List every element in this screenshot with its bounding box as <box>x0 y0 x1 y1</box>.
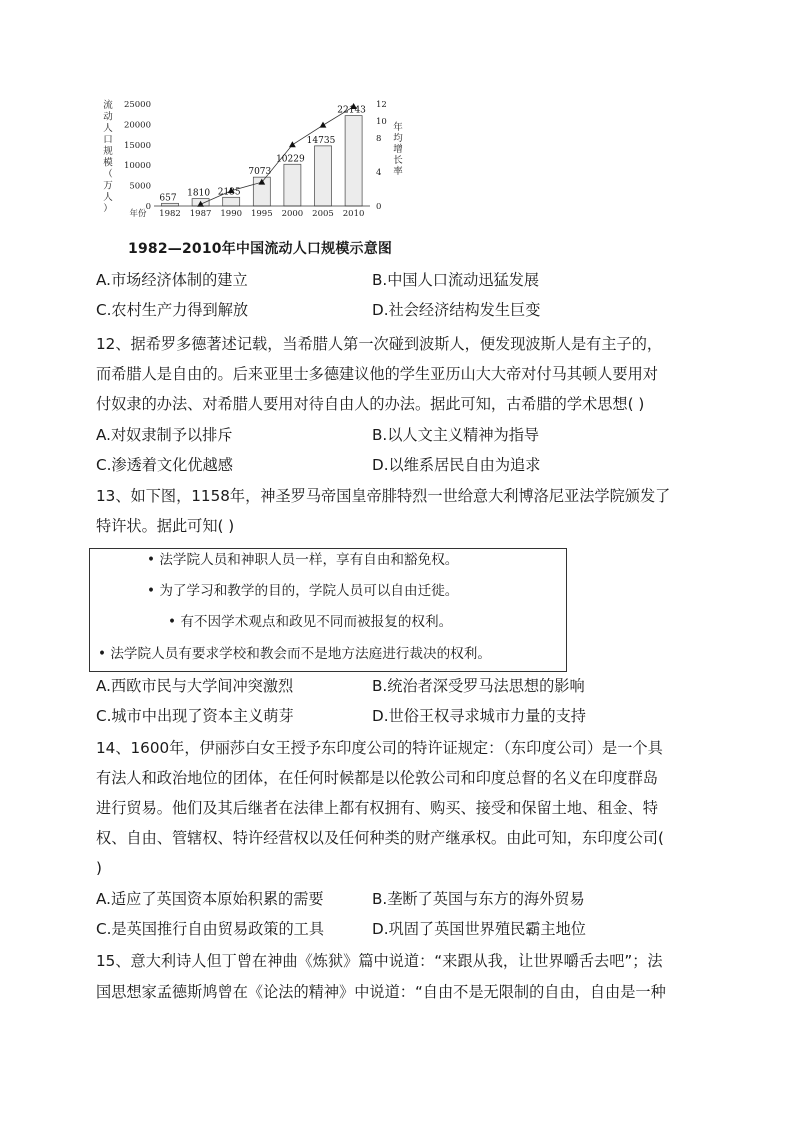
y2-tick-label: 10 <box>376 117 387 127</box>
q14-option-c[interactable]: C.是英国推行自由贸易政策的工具 <box>96 920 325 938</box>
y-axis-label-text <box>103 99 113 215</box>
x-tick-label: 1987 <box>189 209 212 219</box>
chart-caption: 1982—2010年中国流动人口规模示意图 <box>128 241 393 257</box>
x-axis-label: 年份 <box>129 209 147 219</box>
charter-item: • 有不因学术观点和政见不同而被报复的权利。 <box>168 614 453 630</box>
x-tick-label: 2010 <box>342 209 365 219</box>
q14-option-a[interactable]: A.适应了英国资本原始积累的需要 <box>96 890 324 908</box>
q13-stem-line: 13、如下图，1158年，神圣罗马帝国皇帝腓特烈一世给意大利博洛尼亚法学院颁发了 <box>96 487 671 505</box>
data-label: 22143 <box>337 105 366 116</box>
q15-stem-line: 国思想家孟德斯鸠曾在《论法的精神》中说道：“自由不是无限制的自由，自由是一种 <box>96 983 666 1001</box>
q13-option-b[interactable]: B.统治者深受罗马法思想的影响 <box>372 677 585 695</box>
q14-stem-line: ) <box>96 859 102 877</box>
x-tick-label: 1995 <box>250 209 273 219</box>
bar-2005 <box>315 146 332 206</box>
y2-tick-label: 0 <box>376 202 382 212</box>
bar-1990 <box>223 197 240 206</box>
q13-option-c[interactable]: C.城市中出现了资本主义萌芽 <box>96 707 294 725</box>
q11-option-a[interactable]: A.市场经济体制的建立 <box>96 271 248 289</box>
y-axis-label-char: （ <box>103 169 113 180</box>
q13-stem-line: 特许状。据此可知( ) <box>96 517 235 535</box>
q13-option-d[interactable]: D.世俗王权寻求城市力量的支持 <box>372 707 586 725</box>
x-axis-ticks <box>129 208 364 219</box>
charter-item: • 法学院人员和神职人员一样，享有自由和豁免权。 <box>147 552 459 568</box>
q12-stem-line: 付奴隶的办法、对希腊人要用对待自由人的办法。据此可知，古希腊的学术思想( ) <box>96 395 645 413</box>
y-axis-label-char: ） <box>103 203 113 215</box>
y-tick-label: 5000 <box>129 181 151 192</box>
y-tick-label: 20000 <box>123 120 151 131</box>
x-tick-label: 1982 <box>159 209 181 219</box>
data-label: 14735 <box>306 135 336 146</box>
q12-stem-line: 而希腊人是自由的。后来亚里士多德建议他的学生亚历山大大帝对付马其顿人要用对 <box>96 365 658 383</box>
y-tick-label: 0 <box>145 202 151 212</box>
q12-option-c[interactable]: C.渗透着文化优越感 <box>96 456 233 474</box>
data-label: 1810 <box>187 188 211 199</box>
charter-box <box>89 548 567 672</box>
q15-stem-line: 15、意大利诗人但丁曾在神曲《炼狱》篇中说道：“来跟从我，让世界嚼舌去吧”；法 <box>96 952 663 970</box>
q11-option-d[interactable]: D.社会经济结构发生巨变 <box>372 301 541 319</box>
y-axis-label-char: 规 <box>103 146 113 157</box>
x-tick-label: 2005 <box>312 209 334 219</box>
y-tick-label: 25000 <box>123 100 151 110</box>
y-tick-label: 10000 <box>123 161 151 172</box>
bar-2000 <box>284 164 301 206</box>
y-axis-label <box>103 99 113 215</box>
y2-axis-label-char: 均 <box>393 133 403 144</box>
y-axis-label-char: 模 <box>103 157 113 169</box>
y2-axis-label-char: 增 <box>393 144 403 155</box>
y-axis-label-char: 万 <box>103 180 113 192</box>
y2-axis-label-char: 率 <box>393 166 403 177</box>
y2-tick-label: 12 <box>376 100 387 110</box>
q12-option-a[interactable]: A.对奴隶制予以排斥 <box>96 426 233 444</box>
migrant-population-chart <box>96 94 426 226</box>
q11-option-c[interactable]: C.农村生产力得到解放 <box>96 301 249 319</box>
q12-option-b[interactable]: B.以人文主义精神为指导 <box>372 426 540 444</box>
q14-option-b[interactable]: B.垄断了英国与东方的海外贸易 <box>372 890 585 908</box>
y2-axis-ticks <box>376 100 387 212</box>
y2-tick-label: 4 <box>376 168 382 178</box>
y2-tick-label: 8 <box>376 134 382 144</box>
y-axis-label-char: 流 <box>103 100 113 111</box>
data-label: 7073 <box>248 167 272 178</box>
y-axis-label-char: 口 <box>103 134 113 146</box>
q12-stem-line: 12、据希罗多德著述记载，当希腊人第一次碰到波斯人，便发现波斯人是有主子的， <box>96 335 663 353</box>
q14-stem-line: 权、自由、管辖权、特许经营权以及任何种类的财产继承权。由此可知，东印度公司( <box>96 829 664 847</box>
y2-axis-label <box>393 121 403 177</box>
q12-option-d[interactable]: D.以维系居民自由为追求 <box>372 456 541 474</box>
y-tick-label: 15000 <box>123 140 151 151</box>
q14-option-d[interactable]: D.巩固了英国世界殖民霸主地位 <box>372 920 586 938</box>
y-axis-label-char: 人 <box>103 192 113 203</box>
q14-stem-line: 14、1600年，伊丽莎白女王授予东印度公司的特许证规定：（东印度公司）是一个具 <box>96 739 663 757</box>
x-tick-label: 1990 <box>220 209 243 219</box>
q14-stem-line: 进行贸易。他们及其后继者在法律上都有权拥有、购买、接受和保留土地、租金、特 <box>96 799 658 817</box>
y-axis-label-char: 人 <box>103 123 113 134</box>
y2-axis-label-text <box>393 121 403 177</box>
y-axis-label-char: 动 <box>103 111 113 123</box>
x-tick-label: 2000 <box>281 209 304 219</box>
data-label: 657 <box>159 193 177 204</box>
y-axis-ticks <box>124 100 151 212</box>
q11-option-b[interactable]: B.中国人口流动迅猛发展 <box>372 271 540 289</box>
charter-item: • 法学院人员有要求学校和教会而不是地方法庭进行裁决的权利。 <box>98 646 491 662</box>
bar-1982 <box>162 203 179 206</box>
data-label: 2135 <box>217 187 241 198</box>
y2-axis-label-char: 长 <box>393 155 403 166</box>
data-label: 10229 <box>276 154 305 165</box>
q14-stem-line: 有法人和政治地位的团体，在任何时候都是以伦敦公司和印度总督的名义在印度群岛 <box>96 769 658 787</box>
growth-rate-marker <box>320 122 327 128</box>
y2-axis-label-char: 年 <box>393 122 403 133</box>
growth-rate-marker <box>289 141 296 147</box>
charter-item: • 为了学习和教学的目的，学院人员可以自由迁徙。 <box>147 583 459 599</box>
q13-option-a[interactable]: A.西欧市民与大学间冲突激烈 <box>96 677 294 695</box>
bar-2010 <box>345 116 362 206</box>
